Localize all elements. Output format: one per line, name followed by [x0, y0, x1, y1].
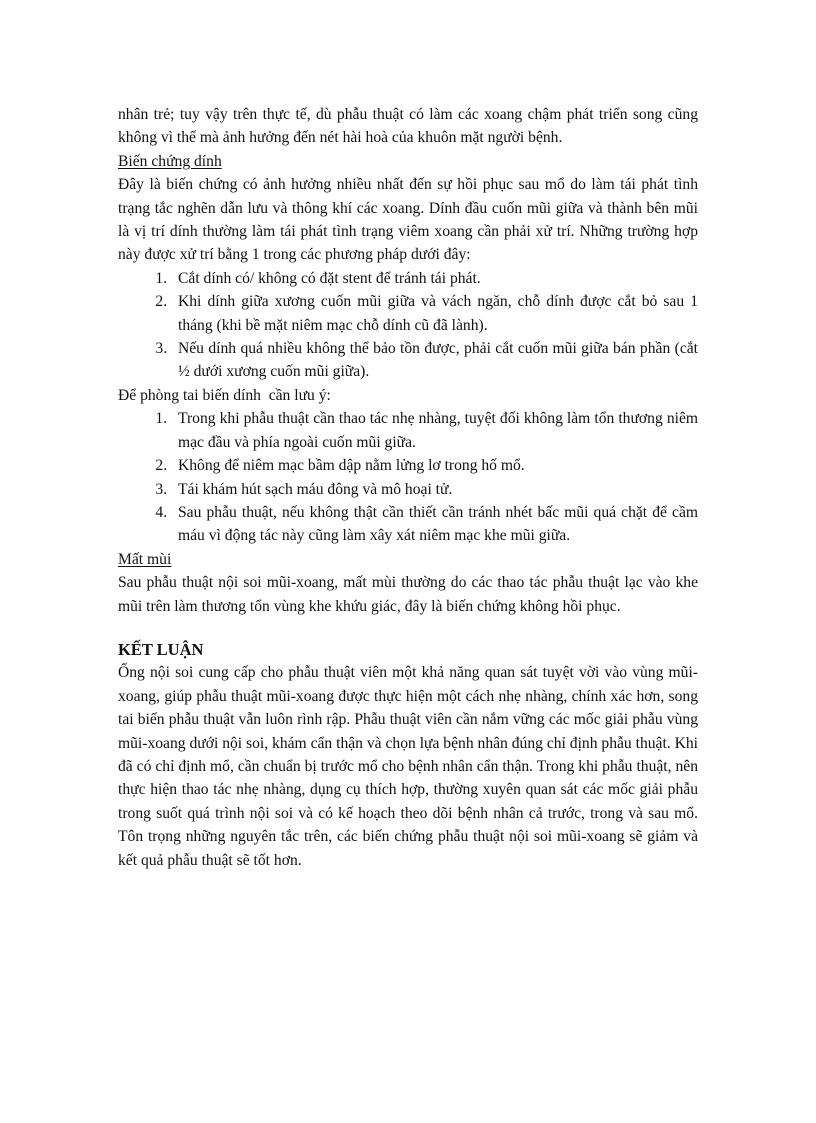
list-item: 4. Sau phẫu thuật, nếu không thật cần thiết cần tránh nhét bấc mũi quá chặt để cầm máu vì động tác này cũng làm xây xát niêm mạc khe mũi giữa.: [171, 501, 698, 548]
list-item: 1. Cắt dính có/ không có đặt stent để tránh tái phát.: [171, 267, 698, 290]
list-item: 2. Khi dính giữa xương cuốn mũi giữa và vách ngăn, chỗ dính được cắt bỏ sau 1 tháng (khi bề mặt niêm mạc chỗ dính cũ đã lành).: [171, 290, 698, 337]
conclusion-paragraph: Ống nội soi cung cấp cho phẫu thuật viên một khả năng quan sát tuyệt vời vào vùng mũi-xoang, giúp phẫu thuật mũi-xoang được thực hiện một cách nhẹ nhàng, chính xác hơn, song tai biến phẫu thuật vẫn luôn rình rập. Phẫu thuật viên cần nắm vững các mốc giải phẫu vùng mũi-xoang dưới nội soi, khám cẩn thận và chọn lựa bệnh nhân đúng chỉ định phẫu thuật. Khi đã có chỉ định mổ, cần chuẩn bị trước mổ cho bệnh nhân cẩn thận. Trong khi phẫu thuật, nên thực hiện thao tác nhẹ nhàng, dụng cụ thích hợp, thường xuyên quan sát các mốc giải phẫu trong suốt quá trình nội soi và có kế hoạch theo dõi bệnh nhân cả trước, trong và sau mổ. Tôn trọng những nguyên tắc trên, các biến chứng phẫu thuật nội soi mũi-xoang sẽ giảm và kết quả phẫu thuật sẽ tốt hơn.: [118, 664, 698, 869]
prevention-intro: Để phòng tai biến dính cần lưu ý:: [118, 386, 331, 404]
list-item: 3. Nếu dính quá nhiều không thể bảo tồn được, phải cắt cuốn mũi giữa bán phần (cắt ½ dưới xương cuốn mũi giữa).: [171, 337, 698, 384]
prevention-list: [118, 407, 698, 547]
adhesion-methods-list: [118, 267, 698, 384]
intro-paragraph: nhân trẻ; tuy vậy trên thực tế, dù phẫu thuật có làm các xoang chậm phát triển song cũng không vì thế mà ảnh hưởng đến nét hài hoà của khuôn mặt người bệnh.: [118, 106, 698, 147]
list-item: 3. Tái khám hút sạch máu đông và mô hoại tử.: [171, 478, 698, 501]
adhesion-paragraph: Đây là biến chứng có ảnh hưởng nhiều nhất đến sự hồi phục sau mổ do làm tái phát tình trạng tắc nghẽn dẫn lưu và thông khí các xoang. Dính đầu cuốn mũi giữa và thành bên mũi là vị trí dính thường làm tái phát tình trạng viêm xoang cần phải xử trí. Những trường hợp này được xử trí bằng 1 trong các phương pháp dưới đây:: [118, 176, 698, 264]
adhesion-heading: Biến chứng dính: [118, 152, 222, 170]
document-page: [118, 103, 698, 872]
anosmia-heading: Mất mùi: [118, 550, 172, 568]
anosmia-paragraph: Sau phẫu thuật nội soi mũi-xoang, mất mùi thường do các thao tác phẫu thuật lạc vào khe mũi trên làm thương tổn vùng khe khứu giác, đây là biến chứng không hồi phục.: [118, 574, 698, 615]
list-item: 1. Trong khi phẫu thuật cần thao tác nhẹ nhàng, tuyệt đối không làm tổn thương niêm mạc đầu và phía ngoài cuốn mũi giữa.: [171, 407, 698, 454]
list-item: 2. Không để niêm mạc bầm dập nằm lửng lơ trong hố mổ.: [171, 454, 698, 477]
conclusion-heading: KẾT LUẬN: [118, 639, 204, 659]
